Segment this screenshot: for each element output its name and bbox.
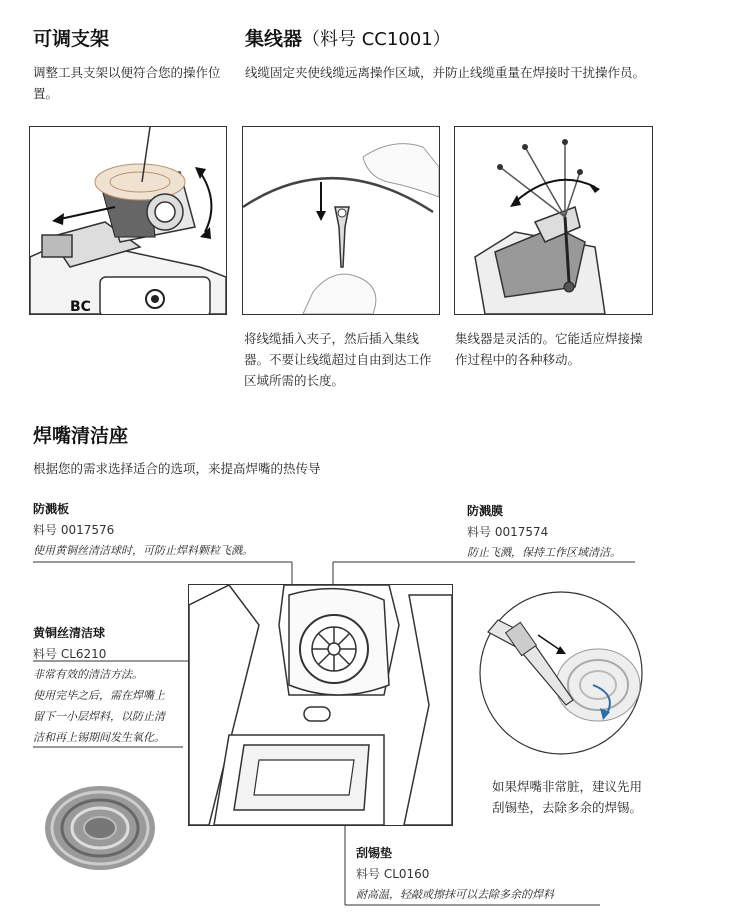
stand-description: 调整工具支架以便符合您的操作位置。 <box>33 65 221 101</box>
clamp-insert-caption: 将线缆插入夹子，然后插入集线器。不要让线缆超过自由到达工作区域所需的长度。 <box>244 331 432 388</box>
stand-title: 可调支架 <box>33 28 110 50</box>
clamp-flexible-caption: 集线器是灵活的。它能适应焊接操作过程中的各种移动。 <box>455 331 643 367</box>
scraper-name: 刮锡垫 <box>356 846 393 860</box>
scraper-note: 耐高温，轻敲或擦抹可以去除多余的焊料 <box>356 888 554 901</box>
clamp-part-number: （料号 CC1001） <box>302 29 451 50</box>
clamp-title-main: 集线器 <box>245 28 303 50</box>
cleaner-description: 根据您的需求选择适合的选项，来提高焊嘴的热传导 <box>33 461 321 476</box>
brass-ball-name: 黄铜丝清洁球 <box>33 626 106 640</box>
brass-ball-part: 料号 CL6210 <box>33 647 107 661</box>
dirty-tip-advice: 如果焊嘴非常脏，建议先用刮锡垫，去除多余的焊锡。 <box>492 779 643 815</box>
scraper-part: 料号 CL0160 <box>356 867 430 881</box>
brass-ball-instruction-line3: 洁和再上锡期间发生氧化。 <box>33 731 165 744</box>
clamp-description: 线缆固定夹使线缆远离操作区域，并防止线缆重量在焊接时干扰操作员。 <box>245 65 646 80</box>
brass-wool-image <box>40 778 160 873</box>
svg-text:BC: BC <box>70 299 91 314</box>
splash-guard-part: 料号 0017576 <box>33 523 115 537</box>
splash-film-note: 防止飞溅，保持工作区域清洁。 <box>467 546 621 559</box>
cleaner-illustration <box>188 584 453 826</box>
splash-guard-name: 防溅板 <box>33 502 70 516</box>
brass-ball-instruction-line2: 留下一小层焊料，以防止清 <box>33 710 165 723</box>
splash-guard-note: 使用黄铜丝清洁球时，可防止焊料颗粒飞溅。 <box>33 544 253 557</box>
splash-film-part: 料号 0017574 <box>467 525 549 539</box>
splash-film-name: 防溅膜 <box>467 504 504 518</box>
brass-ball-instruction-line1: 使用完毕之后，需在焊嘴上 <box>33 689 165 702</box>
cleaner-title: 焊嘴清洁座 <box>33 425 129 447</box>
brass-ball-note: 非常有效的清洁方法。 <box>33 668 143 681</box>
tip-cleaning-detail <box>478 590 644 756</box>
